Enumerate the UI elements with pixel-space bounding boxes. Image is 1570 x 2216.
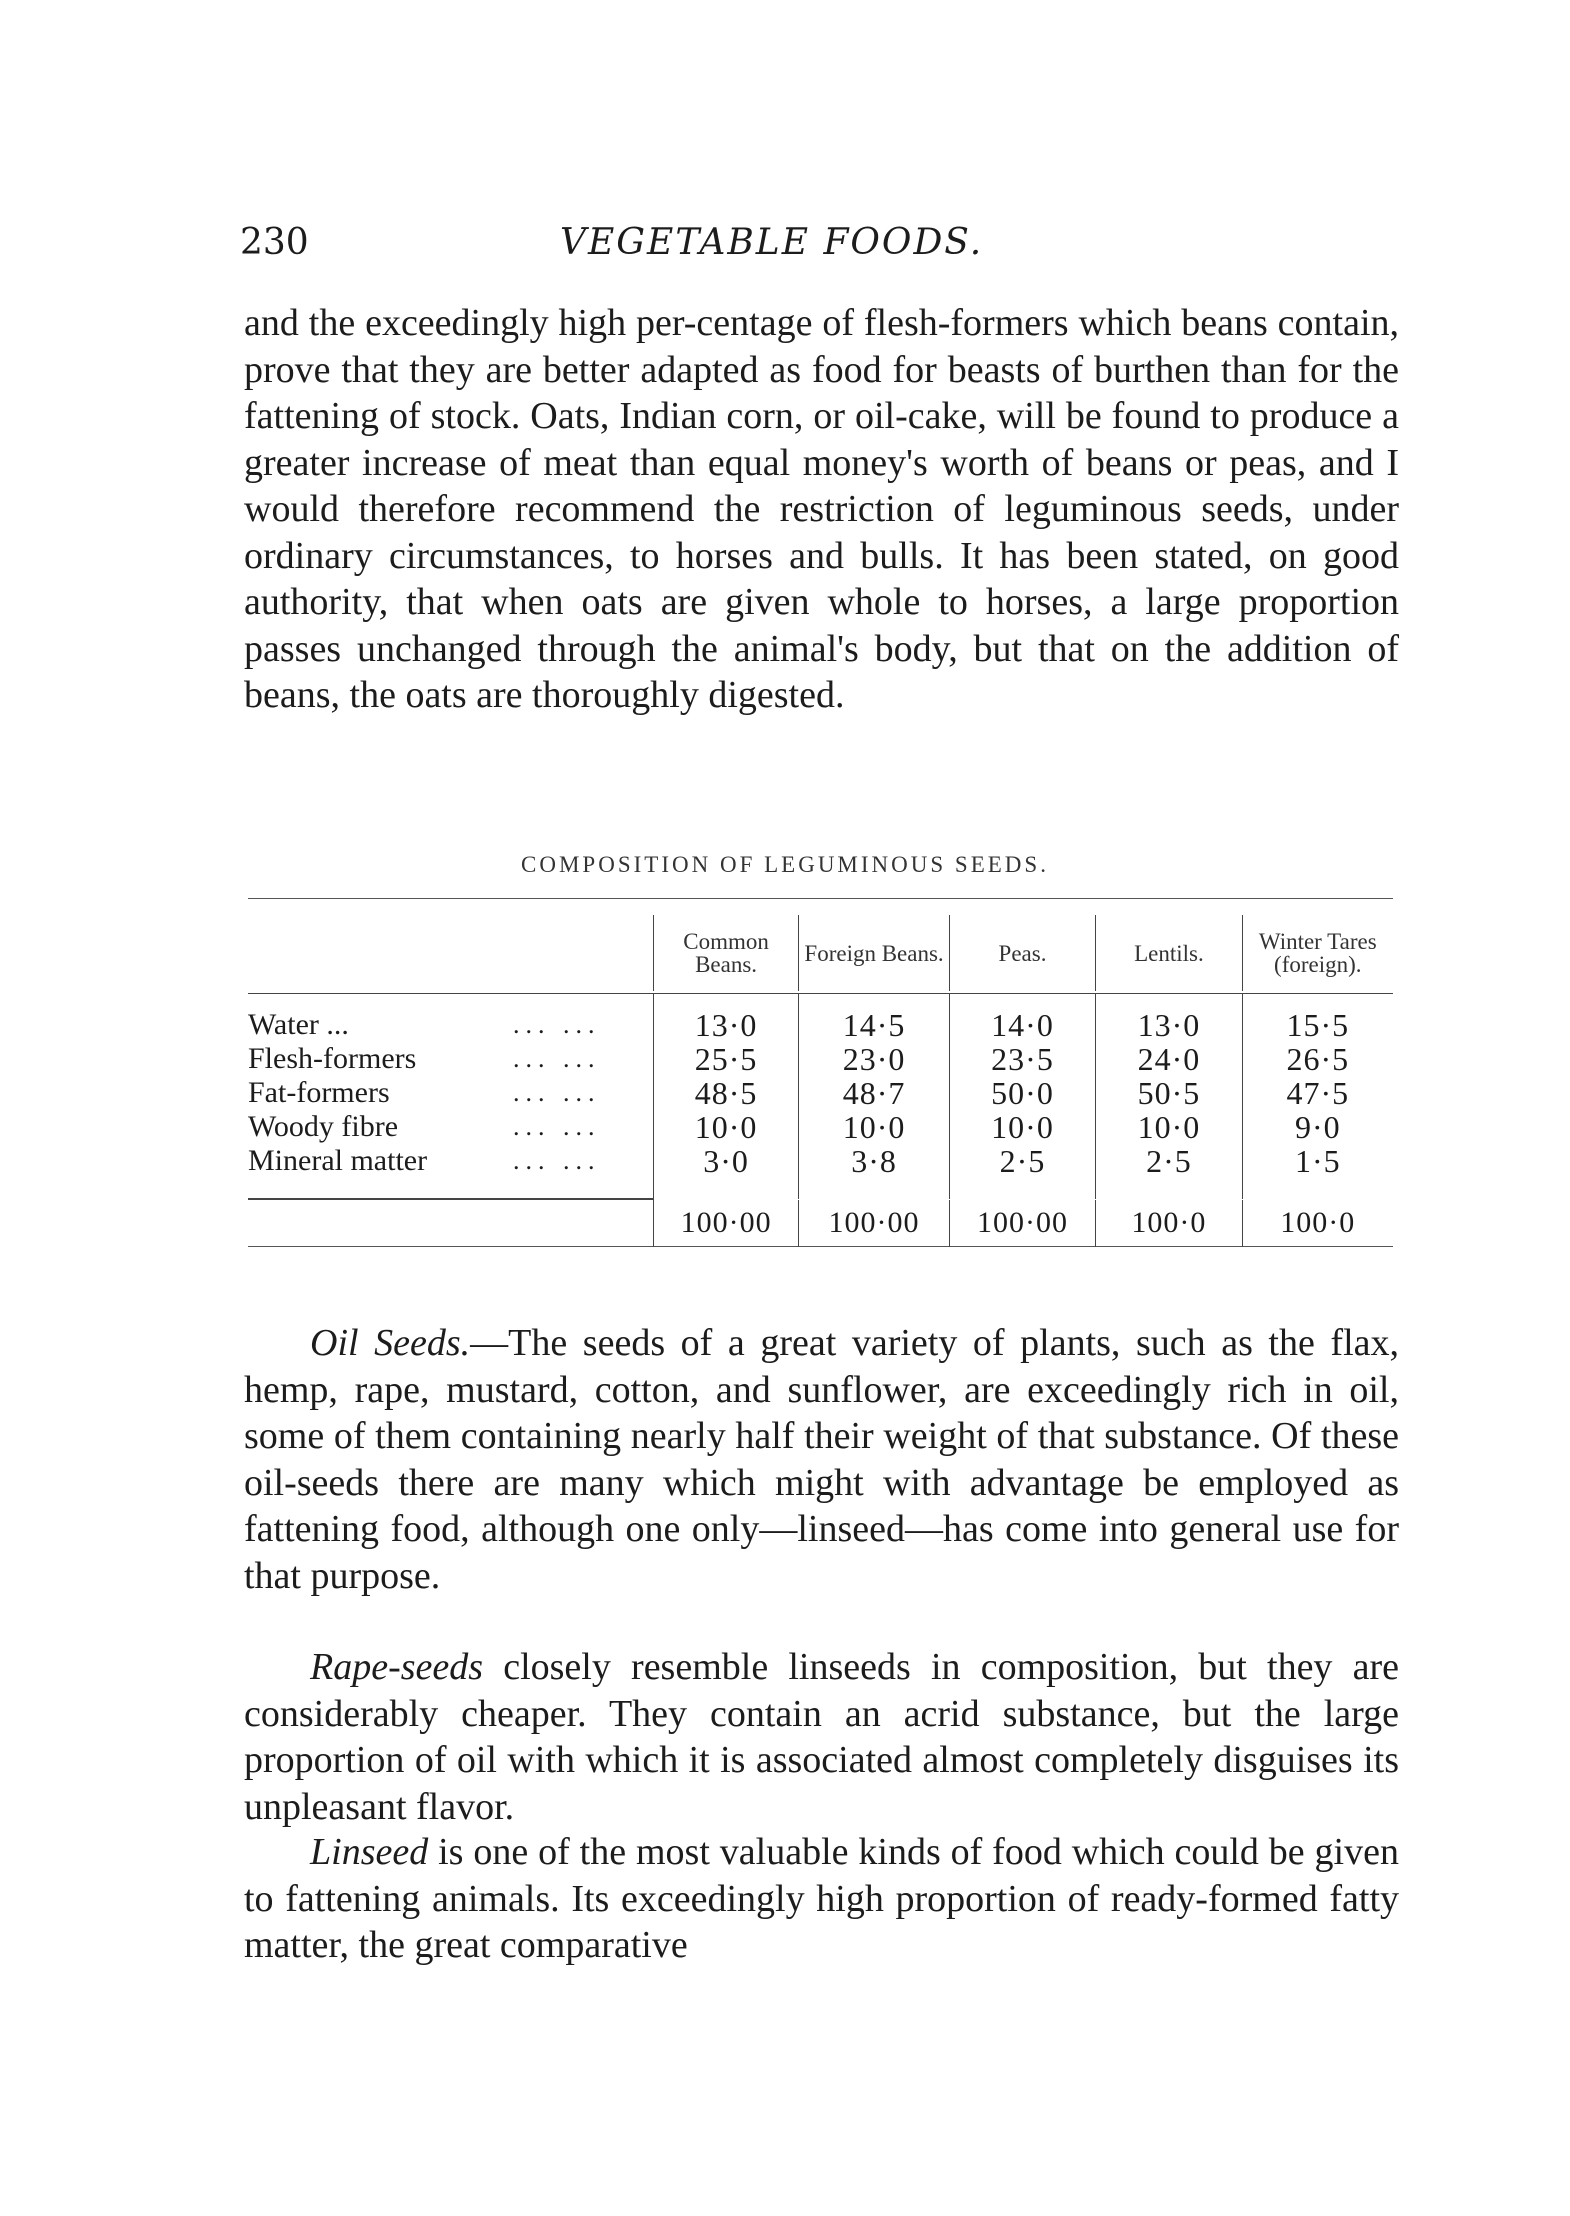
paragraph-oil-seeds xyxy=(244,1320,1399,1599)
running-head xyxy=(0,222,1570,272)
table-cell: 48·7 xyxy=(799,1076,949,1110)
row-label: Flesh-formers xyxy=(248,1042,417,1075)
leader-dots: ... ... xyxy=(513,1146,601,1175)
table-cell: 50·0 xyxy=(949,1076,1095,1110)
table-cell: 48·5 xyxy=(653,1076,798,1110)
table-cell: 14·0 xyxy=(949,1008,1095,1042)
composition-table xyxy=(248,898,1393,1251)
running-title: VEGETABLE FOODS. xyxy=(560,222,984,263)
rape-seeds-heading: Rape-seeds xyxy=(310,1646,484,1688)
table-cell: 1·5 xyxy=(1242,1144,1393,1178)
table-cell: 13·0 xyxy=(1096,1008,1242,1042)
total-cell: 100·0 xyxy=(1242,1200,1393,1247)
table-cell: 9·0 xyxy=(1242,1110,1393,1144)
paragraph-beans xyxy=(244,300,1399,719)
table-cell: 10·0 xyxy=(653,1110,798,1144)
table-row xyxy=(248,1008,1393,1042)
total-cell: 100·00 xyxy=(653,1200,798,1247)
oil-seeds-heading: Oil Seeds. xyxy=(310,1322,471,1364)
table-cell: 10·0 xyxy=(949,1110,1095,1144)
table-row xyxy=(248,1144,1393,1178)
column-header: Common Beans. xyxy=(653,915,798,991)
paragraph-linseed xyxy=(244,1829,1399,1969)
table-title: COMPOSITION OF LEGUMINOUS SEEDS. xyxy=(521,852,1049,877)
table-cell: 15·5 xyxy=(1242,1008,1393,1042)
table-cell: 2·5 xyxy=(1096,1144,1242,1178)
table-cell: 10·0 xyxy=(799,1110,949,1144)
oil-seeds-text: —The seeds of a great variety of plants, such as the flax, hemp, rape, mustard, cotton, and sunflower, are exceedingly rich in oil, some of them containing nearly half their weight of that substance. Of these oil-seeds there are many which might with advantage be employed as fattening food, although one only—linseed—has come into general use for that purpose. xyxy=(244,1322,1400,1597)
row-label: Fat-formers xyxy=(248,1076,390,1109)
linseed-heading: Linseed xyxy=(310,1831,429,1873)
table-cell: 3·0 xyxy=(653,1144,798,1178)
table-cell: 25·5 xyxy=(653,1042,798,1076)
table-cell: 2·5 xyxy=(949,1144,1095,1178)
table-row xyxy=(248,1076,1393,1110)
totals-row xyxy=(248,1200,1393,1247)
row-label: Woody fibre xyxy=(248,1110,399,1143)
table-cell: 50·5 xyxy=(1096,1076,1242,1110)
table-cell: 14·5 xyxy=(799,1008,949,1042)
column-header: Winter Tares (foreign). xyxy=(1242,915,1393,991)
total-cell: 100·00 xyxy=(799,1200,949,1247)
total-cell: 100·0 xyxy=(1096,1200,1242,1247)
table-row xyxy=(248,1042,1393,1076)
table-cell: 13·0 xyxy=(653,1008,798,1042)
linseed-text: is one of the most valuable kinds of food which could be given to fattening animals. Its exceedingly high proportion of ready-formed fatty matter, the great comparative xyxy=(244,1831,1399,1966)
leader-dots: ... ... xyxy=(513,1044,601,1073)
row-label: Water ... xyxy=(248,1008,349,1041)
table-cell: 24·0 xyxy=(1096,1042,1242,1076)
table-row xyxy=(248,1110,1393,1144)
rape-seeds-text: closely resemble linseeds in composition, but they are considerably cheaper. They contain an acrid substance, but the large proportion of oil with which it is associated almost completely disguises its unpleasant flavor. xyxy=(244,1646,1399,1828)
table-cell: 47·5 xyxy=(1242,1076,1393,1110)
paragraph-text: and the exceedingly high per-centage of flesh-formers which beans contain, prove that they are better adapted as food for beasts of burthen than for the fattening of stock. Oats, Indian corn, or oil-cake, will be found to produce a greater increase of meat than equal money's worth of beans or peas, and I would therefore recommend the restriction of leguminous seeds, under ordinary circumstances, to horses and bulls. It has been stated, on good authority, that when oats are given whole to horses, a large proportion passes unchanged through the animal's body, but that on the addition of beans, the oats are thoroughly digested. xyxy=(244,302,1399,716)
row-label-header xyxy=(248,915,653,991)
column-header: Foreign Beans. xyxy=(799,915,949,991)
total-cell: 100·00 xyxy=(949,1200,1095,1247)
leader-dots: ... ... xyxy=(513,1112,601,1141)
column-header: Lentils. xyxy=(1096,915,1242,991)
page-number: 230 xyxy=(240,222,309,263)
leader-dots: ... ... xyxy=(513,1010,601,1039)
column-header: Peas. xyxy=(949,915,1095,991)
table-cell: 3·8 xyxy=(799,1144,949,1178)
table-cell: 23·5 xyxy=(949,1042,1095,1076)
table-cell: 10·0 xyxy=(1096,1110,1242,1144)
paragraph-rape-seeds xyxy=(244,1644,1399,1830)
leader-dots: ... ... xyxy=(513,1078,601,1107)
table-cell: 26·5 xyxy=(1242,1042,1393,1076)
table-cell: 23·0 xyxy=(799,1042,949,1076)
row-label: Mineral matter xyxy=(248,1144,428,1177)
